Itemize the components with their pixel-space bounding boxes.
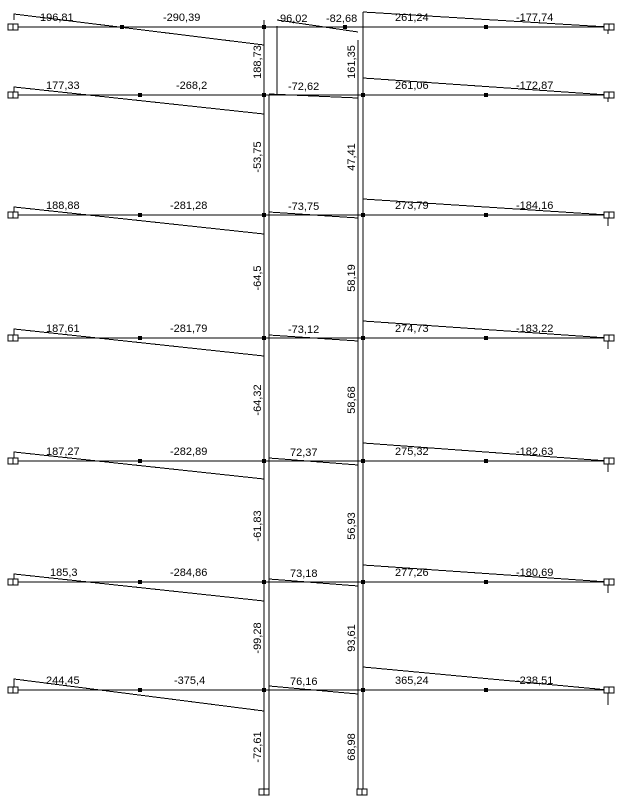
left-col-label-6: -99,28	[252, 622, 264, 654]
f6-right-start-label: 277,26	[395, 567, 429, 579]
right-col-label-1: 161,35	[346, 45, 358, 79]
f2-right-span-label: -172,87	[516, 80, 554, 92]
right-support-f3	[604, 212, 614, 218]
f5-left-end-label: 187,27	[46, 446, 80, 458]
f1-mid-left-label: 96,02	[280, 13, 308, 25]
f3-right-start-label: 273,79	[395, 200, 429, 212]
right-support-f2	[604, 92, 614, 98]
f1-right-start-label: 261,24	[395, 12, 429, 24]
right-column-labels	[346, 45, 358, 761]
f7-left-span-label: -375,4	[174, 675, 206, 687]
left-col-label-3: -64,5	[252, 265, 264, 291]
f1-left-span-label: -290,39	[163, 12, 201, 24]
left-support-f3	[8, 212, 18, 218]
left-support-f2	[8, 92, 18, 98]
left-col-label-7: -72,61	[252, 731, 264, 763]
right-support-f5	[604, 458, 614, 464]
beam-labels	[40, 12, 553, 688]
right-col-label-2: 47,41	[346, 143, 358, 171]
right-support-f7	[604, 687, 614, 693]
f4-left-span-label: -281,79	[170, 323, 208, 335]
base-support-left	[259, 789, 269, 795]
left-support-f6	[8, 579, 18, 585]
f1-mid-right-label: -82,68	[326, 13, 358, 25]
f3-left-end-label: 188,88	[46, 200, 80, 212]
f7-mid-label: 76,16	[290, 676, 318, 688]
f7-right-span-label: -238,51	[516, 675, 554, 687]
right-col-label-5: 56,93	[346, 512, 358, 540]
right-support-f4	[604, 335, 614, 341]
right-column	[358, 12, 363, 792]
f7-right-start-label: 365,24	[395, 675, 429, 687]
f6-left-end-label: 185,3	[50, 567, 78, 579]
f4-right-span-label: -183,22	[516, 323, 554, 335]
f2-left-span-label: -268,2	[176, 80, 208, 92]
right-col-label-4: 58,68	[346, 386, 358, 414]
left-col-label-5: -61,83	[252, 510, 264, 542]
left-column-labels	[252, 45, 264, 762]
f1-left-end-label: 196,81	[40, 12, 74, 24]
left-col-label-2: -53,75	[252, 141, 264, 173]
left-support-f1	[8, 24, 18, 30]
beam-moment-diagrams	[14, 12, 608, 711]
left-support-f4	[8, 335, 18, 341]
left-support-f5	[8, 458, 18, 464]
base-support-right	[357, 789, 367, 795]
f5-right-start-label: 275,32	[395, 446, 429, 458]
left-col-label-1: 188,73	[252, 45, 264, 79]
f1-right-span-label: -177,74	[516, 12, 554, 24]
f5-right-span-label: -182,63	[516, 446, 554, 458]
right-col-label-6: 93,61	[346, 624, 358, 652]
left-column	[264, 20, 277, 792]
right-col-label-3: 58,19	[346, 264, 358, 292]
f2-right-start-label: 261,06	[395, 80, 429, 92]
f6-right-span-label: -180,69	[516, 567, 554, 579]
f6-mid-label: 73,18	[290, 568, 318, 580]
f2-mid-label: -72,62	[288, 81, 320, 93]
floor-beams	[14, 27, 608, 690]
f4-mid-label: -73,12	[288, 324, 320, 336]
f5-mid-label: 72,37	[290, 447, 318, 459]
f6-left-span-label: -284,86	[170, 567, 208, 579]
f3-right-span-label: -184,16	[516, 200, 554, 212]
f5-left-span-label: -282,89	[170, 446, 208, 458]
right-col-label-7: 68,98	[346, 733, 358, 761]
f7-left-end-label: 244,45	[46, 675, 80, 687]
f3-mid-label: -73,75	[288, 201, 320, 213]
f4-right-start-label: 274,73	[395, 323, 429, 335]
f4-left-end-label: 187,61	[46, 323, 80, 335]
beam-nodes	[120, 25, 488, 692]
right-support-f6	[604, 579, 614, 585]
left-col-label-4: -64,32	[252, 384, 264, 416]
f2-left-end-label: 177,33	[46, 80, 80, 92]
right-support-f1	[604, 24, 614, 30]
left-support-f7	[8, 687, 18, 693]
f3-left-span-label: -281,28	[170, 200, 208, 212]
